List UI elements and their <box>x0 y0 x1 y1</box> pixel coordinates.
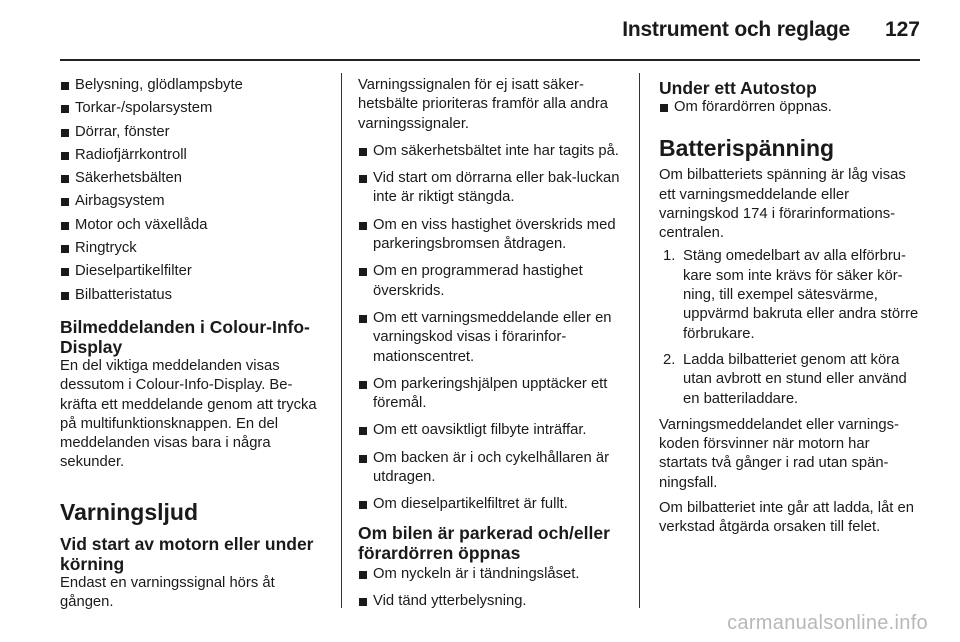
section-heading: Vid start av motorn eller under körning <box>60 533 314 574</box>
section-title: Batterispänning <box>659 135 835 162</box>
topic-list <box>60 76 325 305</box>
bullet-icon <box>359 315 367 323</box>
bullet-icon <box>61 152 69 160</box>
column-3 <box>659 76 921 542</box>
parked-list <box>358 565 628 612</box>
bullet-icon <box>359 427 367 435</box>
bullet-icon <box>660 104 668 112</box>
bullet-icon <box>61 82 69 90</box>
list-item: Om nyckeln är i tändningslåset. <box>358 565 628 584</box>
bullet-icon <box>359 381 367 389</box>
section-heading: Bilmeddelanden i Colour-Info-Display <box>60 316 310 357</box>
list-item: Airbagsystem <box>60 192 325 211</box>
list-item: Dörrar, fönster <box>60 123 325 142</box>
column-divider-1 <box>341 73 342 608</box>
list-item: Vid start om dörrarna eller bak-luckan inte är riktigt stängda. <box>358 169 628 208</box>
list-item: Om backen är i och cykelhållaren är utdragen. <box>358 449 628 488</box>
list-item: Belysning, glödlampsbyte <box>60 76 325 95</box>
bullet-icon <box>61 292 69 300</box>
list-item: Om parkeringshjälpen upptäcker ett föremål. <box>358 375 628 414</box>
column-2 <box>358 76 628 619</box>
list-item: Om en viss hastighet överskrids med parkeringsbromsen åtdragen. <box>358 216 628 255</box>
bullet-icon <box>359 175 367 183</box>
bullet-icon <box>359 501 367 509</box>
list-item: 1. Stäng omedelbart av alla elförbru-kare som inte krävs för säker kör-ning, till exempel sätesvärme, uppvärmd bakruta eller andra större förbrukare. <box>663 248 919 342</box>
paragraph: Varningsmeddelandet eller varnings-koden försvinner när motorn har startats två gånger i rad utan spän-ningsfall. <box>659 416 899 491</box>
watermark: carmanualsonline.info <box>727 612 928 634</box>
section-heading: Under ett Autostop <box>659 78 817 98</box>
bullet-icon <box>61 105 69 113</box>
header-rule <box>60 59 920 61</box>
page-number: 127 <box>884 18 920 41</box>
paragraph: Om bilbatteriets spänning är låg visas ett varningsmeddelande eller varningskod 174 i förarinformations-centralen. <box>659 167 906 242</box>
bullet-icon <box>61 198 69 206</box>
bullet-icon <box>61 129 69 137</box>
list-item: Om dieselpartikelfiltret är fullt. <box>358 495 628 514</box>
bullet-icon <box>359 148 367 156</box>
bullet-icon <box>61 175 69 183</box>
steps-list <box>659 247 921 408</box>
list-item: Om säkerhetsbältet inte har tagits på. <box>358 142 628 161</box>
bullet-icon <box>61 245 69 253</box>
list-item: Om förardörren öppnas. <box>659 98 921 117</box>
list-item: Dieselpartikelfilter <box>60 262 325 281</box>
bullet-icon <box>359 598 367 606</box>
warning-list <box>358 142 628 515</box>
autostop-list <box>659 98 921 117</box>
bullet-icon <box>359 455 367 463</box>
list-item: Säkerhetsbälten <box>60 169 325 188</box>
section-heading: Om bilen är parkerad och/eller förardörren öppnas <box>358 522 610 563</box>
paragraph: Om bilbatteriet inte går att ladda, låt en verkstad åtgärda orsaken till felet. <box>659 500 914 536</box>
list-item: 2. Ladda bilbatteriet genom att köra utan avbrott en stund eller använd en batteriladdare. <box>663 351 907 407</box>
list-item: Om ett oavsiktligt filbyte inträffar. <box>358 421 628 440</box>
step-number: 1. <box>663 248 676 265</box>
list-item: Om ett varningsmeddelande eller en varningskod visas i förarinfor-mationscentret. <box>358 309 628 367</box>
column-divider-2 <box>639 73 640 608</box>
list-item: Torkar-/spolarsystem <box>60 99 325 118</box>
section-title: Varningsljud <box>60 498 199 525</box>
paragraph: Varningssignalen för ej isatt säker-hetsbälte prioriteras framför alla andra varningssignaler. <box>358 77 609 132</box>
bullet-icon <box>61 268 69 276</box>
list-item: Motor och växellåda <box>60 216 325 235</box>
header-title: Instrument och reglage <box>622 18 850 41</box>
list-item: Ringtryck <box>60 239 325 258</box>
step-number: 2. <box>663 351 676 368</box>
list-item: Radiofjärrkontroll <box>60 146 325 165</box>
bullet-icon <box>359 571 367 579</box>
list-item: Bilbatteristatus <box>60 286 325 305</box>
bullet-icon <box>359 222 367 230</box>
paragraph: En del viktiga meddelanden visas dessutom i Colour-Info-Display. Be-kräfta ett meddelande genom att trycka på multifunktionsknappen. En del meddelanden visas bara i några sekunder. <box>60 357 317 471</box>
list-item: Om en programmerad hastighet överskrids. <box>358 262 628 301</box>
bullet-icon <box>359 268 367 276</box>
paragraph: Endast en varningssignal hörs åt gången. <box>60 574 275 611</box>
column-1 <box>60 76 325 616</box>
list-item: Vid tänd ytterbelysning. <box>358 592 628 611</box>
bullet-icon <box>61 222 69 230</box>
